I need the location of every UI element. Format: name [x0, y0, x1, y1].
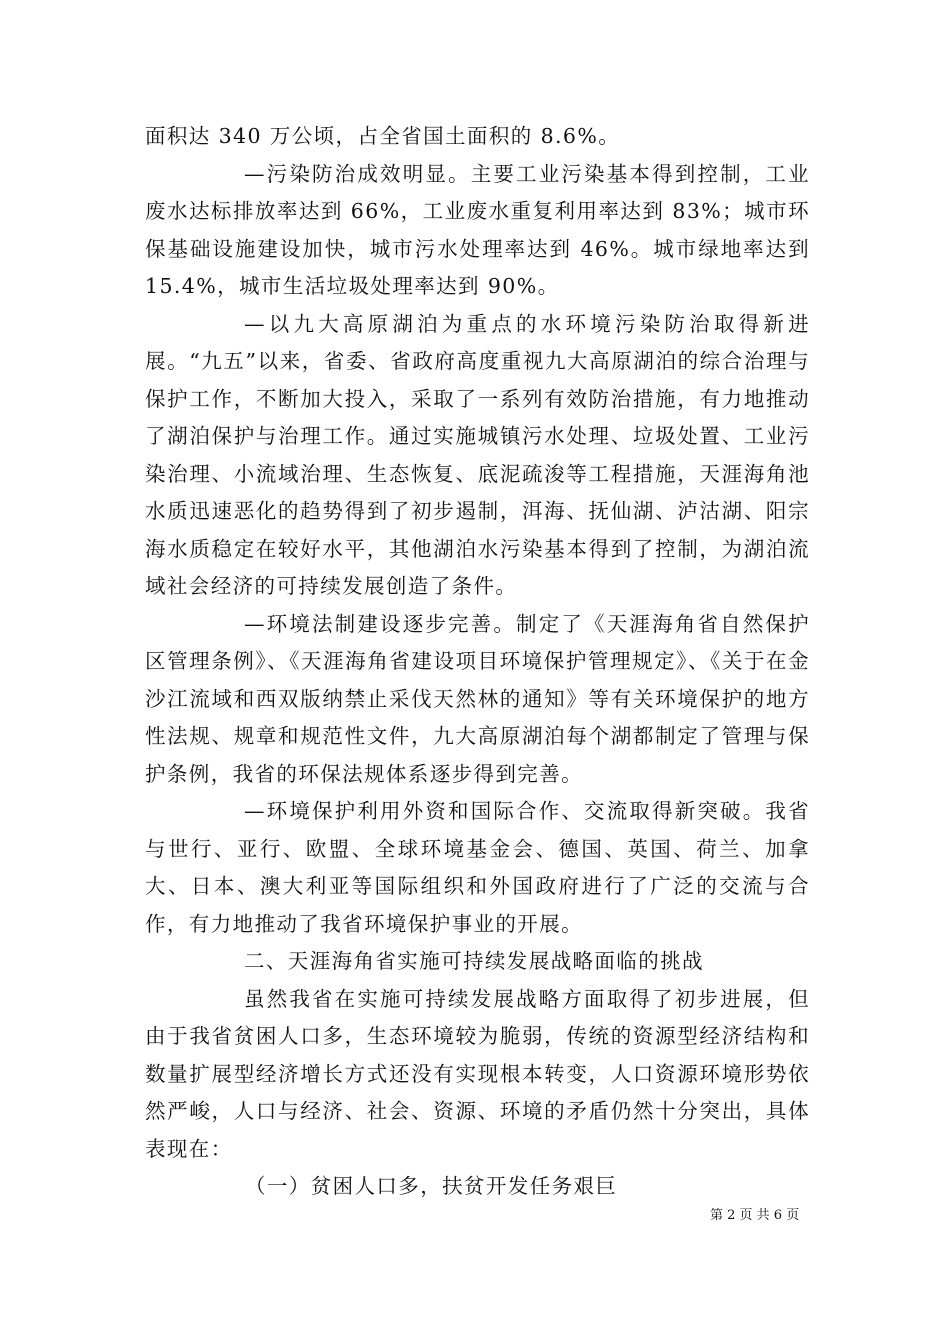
- paragraph-area: 面积达 340 万公顷，占全省国土面积的 8.6%。: [145, 124, 621, 148]
- paragraph-lake-protection: —以九大高原湖泊为重点的水环境污染防治取得新进展。“九五”以来，省委、省政府高度重视九大高原湖泊的综合治理与保护工作，不断加大投入，采取了一系列有效防治措施，有力地推动了湖泊保护与治理工作。通过实施城镇污水处理、垃圾处置、工业污染治理、小流域治理、生态恢复、底泥疏浚等工程措施，天涯海角池水质迅速恶化的趋势得到了初步遏制，洱海、抚仙湖、泸沽湖、阳宗海水质稳定在较好水平，其他湖泊水污染基本得到了控制，为湖泊流域社会经济的可持续发展创造了条件。: [145, 311, 810, 598]
- subsection-heading-poverty: （一）贫困人口多，扶贫开发任务艰巨: [245, 1174, 618, 1198]
- paragraph-environmental-law: —环境法制建设逐步完善。制定了《天涯海角省自然保护区管理条例》、《天涯海角省建设项目环境保护管理规定》、《关于在金沙江流域和西双版纳禁止采伐天然林的通知》等有关环境保护的地方性法规、规章和规范性文件，九大高原湖泊每个湖都制定了管理与保护条例，我省的环保法规体系逐步得到完善。: [145, 611, 810, 786]
- section-heading-challenges: 二、天涯海角省实施可持续发展战略面临的挑战: [244, 949, 704, 973]
- paragraph-pollution-control: —污染防治成效明显。主要工业污染基本得到控制，工业废水达标排放率达到 66%，工业废水重复利用率达到 83%；城市环保基础设施建设加快，城市污水处理率达到 46%。城市绿地率达到 15.4%，城市生活垃圾处理率达到 90%。: [145, 161, 810, 298]
- paragraph-international-cooperation: —环境保护利用外资和国际合作、交流取得新突破。我省与世行、亚行、欧盟、全球环境基金会、德国、英国、荷兰、加拿大、日本、澳大利亚等国际组织和外国政府进行了广泛的交流与合作，有力地推动了我省环境保护事业的开展。: [145, 799, 810, 936]
- page-number: 第 2 页 共 6 页: [710, 1208, 800, 1223]
- paragraph-challenges: 虽然我省在实施可持续发展战略方面取得了初步进展，但由于我省贫困人口多，生态环境较为脆弱，传统的资源型经济结构和数量扩展型经济增长方式还没有实现根本转变，人口资源环境形势依然严峻，人口与经济、社会、资源、环境的矛盾仍然十分突出，具体表现在：: [145, 986, 810, 1161]
- document-body: [145, 118, 810, 1206]
